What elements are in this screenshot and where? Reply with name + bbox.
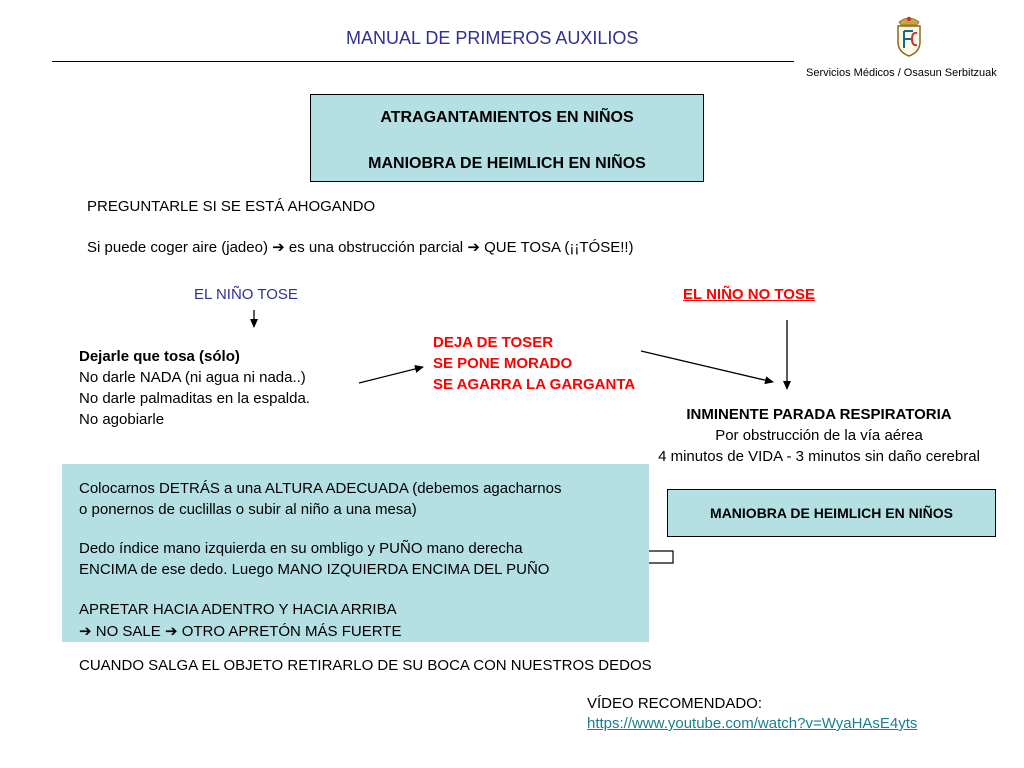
arrow-to-signs [359,367,423,383]
header-subtitle: Servicios Médicos / Osasun Serbitzuak [806,67,997,79]
intro-question: PREGUNTARLE SI SE ESTÁ AHOGANDO [87,198,376,215]
instruction-line: Colocarnos DETRÁS a una ALTURA ADECUADA (debemos agacharnos [79,480,562,497]
heimlich-instructions-box [62,464,649,642]
respiratory-arrest-line: Por obstrucción de la vía aérea [715,427,923,444]
partial-obstruction-text-a: Si puede coger aire (jadeo) [87,239,268,256]
cough-advice-heading: Dejarle que tosa (sólo) [79,348,240,365]
instruction-not-out: NO SALE [95,623,161,640]
heimlich-maneuver-box: MANIOBRA DE HEIMLICH EN NIÑOS [667,489,996,537]
instruction-stronger-thrust: OTRO APRETÓN MÁS FUERTE [181,623,402,640]
instruction-line: o ponernos de cuclillas o subir al niño a una mesa) [79,501,417,518]
branch-not-coughs-label: EL NIÑO NO TOSE [683,286,815,303]
partial-obstruction-text-c: QUE TOSA (¡¡TÓSE!!) [484,239,634,256]
topic-title: ATRAGANTAMIENTOS EN NIÑOS [380,109,634,126]
instruction-line: APRETAR HACIA ADENTRO Y HACIA ARRIBA [79,601,397,618]
arrow-signs-to-arrest [641,351,773,382]
warning-sign: DEJA DE TOSER [433,334,554,351]
warning-sign: SE AGARRA LA GARGANTA [433,376,636,393]
arrow-right-icon: ➔ [467,239,480,256]
branch-coughs-label: EL NIÑO TOSE [194,286,298,303]
partial-obstruction-text-b: es una obstrucción parcial [288,239,464,256]
arrow-right-icon: ➔ [272,239,285,256]
cough-advice-line: No darle palmaditas en la espalda. [79,390,310,407]
topic-subtitle: MANIOBRA DE HEIMLICH EN NIÑOS [368,155,646,172]
respiratory-arrest-line: 4 minutos de VIDA - 3 minutos sin daño cerebral [658,448,980,465]
instruction-line-escalate [79,622,401,640]
arrow-right-icon: ➔ [164,623,178,640]
video-link[interactable]: https://www.youtube.com/watch?v=WyaHAsE4yts [587,715,918,732]
instruction-line: ENCIMA de ese dedo. Luego MANO IZQUIERDA ENCIMA DEL PUÑO [79,561,550,578]
cough-advice-line: No darle NADA (ni agua ni nada..) [79,369,306,386]
warning-sign: SE PONE MORADO [433,355,573,372]
page-header-title: MANUAL DE PRIMEROS AUXILIOS [346,28,639,48]
cough-advice-line: No agobiarle [79,411,165,428]
video-label: VÍDEO RECOMENDADO: [587,695,763,712]
respiratory-arrest-heading: INMINENTE PARADA RESPIRATORIA [686,406,952,423]
final-note: CUANDO SALGA EL OBJETO RETIRARLO DE SU BOCA CON NUESTROS DEDOS [79,657,652,674]
instruction-line: Dedo índice mano izquierda en su ombligo y PUÑO mano derecha [79,540,523,557]
arrow-right-icon: ➔ [79,623,92,640]
